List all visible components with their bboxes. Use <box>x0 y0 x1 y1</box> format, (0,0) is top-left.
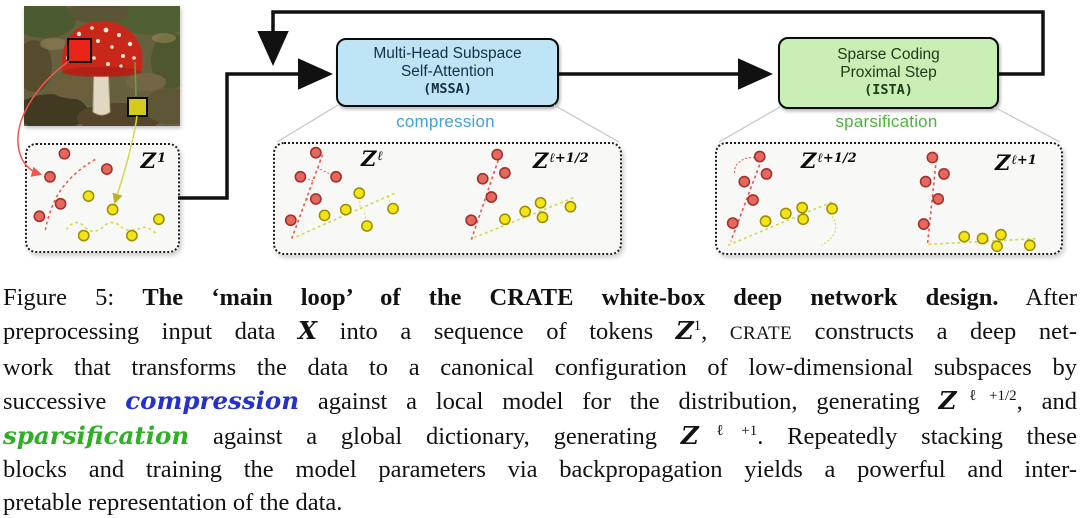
red-token-dot <box>331 172 341 182</box>
yellow-token-dot <box>79 230 89 240</box>
yellow-token-dot <box>537 212 547 222</box>
red-token-dot <box>311 194 321 204</box>
caption-line: work that transforms the data to a canonical configuration of low-dimensional subspaces by <box>3 353 1077 381</box>
red-token-dot <box>311 148 321 158</box>
red-token-dot <box>59 149 69 159</box>
zl-half-label-2: $Z^{\ell+1/2}$ <box>801 148 857 173</box>
mssa-title-line1: Multi-Head Subspace <box>373 45 522 62</box>
red-token-dot <box>739 177 749 187</box>
yellow-token-dot <box>108 204 118 214</box>
yellow-token-dot <box>319 210 329 220</box>
caption-line: sparsification against a global dictionary, generating $Z^{\ell+1}$. Repeatedly stacking these <box>3 420 1077 450</box>
red-token-dot <box>286 215 296 225</box>
ista-title-line1: Sparse Coding <box>837 46 940 63</box>
red-token-dot <box>939 169 949 179</box>
red-token-dot <box>102 164 112 174</box>
red-token-dot <box>927 152 937 162</box>
sparsification-label: sparsification <box>835 112 938 131</box>
mushroom-photo-art <box>24 6 180 126</box>
yellow-token-dot <box>388 204 398 214</box>
yellow-token-dot <box>154 214 164 224</box>
yellow-token-dot <box>992 241 1002 251</box>
mssa-box <box>336 38 559 107</box>
zl-half-label: $Z^{\ell+1/2}$ <box>533 148 589 173</box>
z1-label: $Z^1$ <box>140 148 166 173</box>
red-token-dot <box>728 218 738 228</box>
ista-acronym: (ISTA) <box>864 82 913 98</box>
red-token-dot <box>466 215 476 225</box>
yellow-token-dot <box>827 204 837 214</box>
yellow-token-dot <box>565 202 575 212</box>
yellow-token-dot <box>760 216 770 226</box>
yellow-token-dot <box>797 203 807 213</box>
ista-title-line2: Proximal Step <box>840 64 937 81</box>
yellow-token-dot <box>362 221 372 231</box>
red-token-dot <box>34 211 44 221</box>
yellow-token-dot <box>354 188 364 198</box>
red-token-dot <box>748 195 758 205</box>
yellow-token-dot <box>1025 240 1035 250</box>
patch-link-line <box>135 62 136 96</box>
yellow-token-dot <box>500 214 510 224</box>
red-patch-marker <box>68 39 91 62</box>
yellow-patch-marker <box>128 98 147 116</box>
mssa-acronym: (MSSA) <box>423 81 472 97</box>
yellow-token-dot <box>341 204 351 214</box>
figure-caption <box>3 281 1077 518</box>
caption-line: preprocessing input data X into a sequence of tokens $Z^1$, CRATE constructs a deep net- <box>3 316 1077 346</box>
yellow-token-dot <box>127 230 137 240</box>
compression-label: compression <box>396 112 495 131</box>
red-token-dot <box>500 168 510 178</box>
token-panel-zlhalf-zl1 <box>715 142 1063 255</box>
red-token-dot <box>755 151 765 161</box>
mushroom-photo <box>24 6 180 126</box>
zl-plus1-label: $Z^{\ell+1}$ <box>995 150 1037 175</box>
yellow-token-dot <box>781 208 791 218</box>
yellow-token-dot <box>83 191 93 201</box>
red-token-dot <box>55 199 65 209</box>
red-token-dot <box>761 169 771 179</box>
token-panel-z1 <box>25 143 180 253</box>
mssa-title-line2: Self-Attention <box>400 63 495 80</box>
red-token-dot <box>478 174 488 184</box>
red-token-dot <box>45 172 55 182</box>
ista-box <box>778 37 999 109</box>
caption-line: successive compression against a local model for the distribution, generating $Z^{\ell+1/2}$, and <box>3 386 1077 416</box>
token-panel-zl-zlhalf <box>273 142 622 255</box>
red-token-dot <box>295 172 305 182</box>
caption-line: blocks and training the model parameters via backpropagation yields a powerful and inter- <box>3 456 1077 484</box>
yellow-token-dot <box>959 231 969 241</box>
caption-line: Figure 5: The ‘main loop’ of the CRATE white-box deep network design. After <box>3 284 1078 311</box>
red-token-dot <box>933 194 943 204</box>
red-token-dot <box>486 192 496 202</box>
red-token-dot <box>492 149 502 159</box>
yellow-token-dot <box>996 230 1006 240</box>
yellow-token-dot <box>535 198 545 208</box>
zl-label: $Z^\ell$ <box>361 146 383 171</box>
yellow-token-dot <box>798 214 808 224</box>
caption-line: pretable representation of the data. <box>3 489 343 517</box>
red-token-dot <box>921 177 931 187</box>
yellow-token-dot <box>977 233 987 243</box>
yellow-token-dot <box>520 206 530 216</box>
red-token-dot <box>919 219 929 229</box>
